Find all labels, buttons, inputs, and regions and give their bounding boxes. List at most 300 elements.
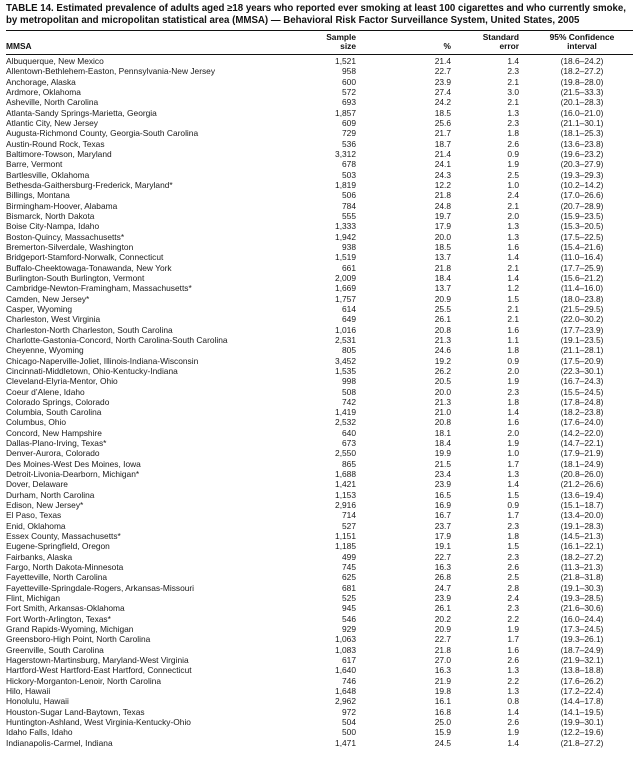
confidence-interval-cell: (17.3–24.5) [560,624,604,635]
percent-cell: 24.6 [434,345,451,356]
mmsa-cell: Hickory-Morganton-Lenoir, North Carolina [6,675,162,686]
mmsa-cell: Barre, Vermont [6,159,63,170]
column-header-standard-error-line1: Standard [482,31,519,42]
column-header-confidence-interval-line1: 95% Confidence [549,31,615,42]
confidence-interval-cell: (17.6–24.0) [560,417,604,428]
percent-cell: 21.8 [434,190,451,201]
mmsa-cell: Coeur d’Alene, Idaho [6,386,85,397]
confidence-interval-cell: (11.0–16.4) [560,252,604,263]
mmsa-cell: Eugene-Springfield, Oregon [6,541,110,552]
confidence-interval-cell: (17.0–26.6) [560,190,604,201]
table-row [6,490,633,500]
standard-error-cell: 1.3 [507,665,519,676]
percent-cell: 17.9 [434,531,451,542]
table-row [6,572,633,582]
table-row [6,118,633,128]
mmsa-cell: Essex County, Massachusetts* [6,531,121,542]
mmsa-cell: Columbus, Ohio [6,417,67,428]
table-row [6,325,633,335]
sample-size-cell: 929 [342,624,356,635]
standard-error-cell: 0.9 [507,148,519,159]
confidence-interval-cell: (13.6–19.4) [560,489,604,500]
percent-cell: 23.7 [434,520,451,531]
table-row [6,593,633,603]
table-row [6,417,633,427]
confidence-interval-cell: (16.1–22.1) [560,541,604,552]
percent-cell: 26.2 [434,365,451,376]
standard-error-cell: 2.0 [507,365,519,376]
standard-error-cell: 1.1 [507,334,519,345]
mmsa-cell: Fort Worth-Arlington, Texas* [6,613,111,624]
table-row [6,128,633,138]
percent-cell: 16.1 [434,696,451,707]
confidence-interval-cell: (18.1–25.3) [560,128,604,139]
table-row [6,510,633,520]
percent-cell: 16.7 [434,510,451,521]
confidence-interval-cell: (11.3–21.3) [560,562,604,573]
mmsa-cell: Austin-Round Rock, Texas [6,138,105,149]
table-row [6,242,633,252]
mmsa-cell: Bismarck, North Dakota [6,210,95,221]
column-header-standard-error [451,30,519,54]
header-row [6,30,633,54]
mmsa-cell: Fairbanks, Alaska [6,551,73,562]
percent-cell: 13.7 [434,252,451,263]
standard-error-cell: 1.5 [507,489,519,500]
table-row [6,345,633,355]
mmsa-cell: Flint, Michigan [6,593,60,604]
confidence-interval-cell: (19.3–26.1) [560,634,604,645]
standard-error-cell: 2.1 [507,303,519,314]
table-row [6,304,633,314]
percent-cell: 21.5 [434,458,451,469]
table-row [6,139,633,149]
sample-size-cell: 1,857 [335,107,356,118]
table-row [6,717,633,727]
percent-cell: 26.1 [434,314,451,325]
standard-error-cell: 1.6 [507,241,519,252]
standard-error-cell: 1.3 [507,107,519,118]
sample-size-cell: 998 [342,376,356,387]
sample-size-cell: 614 [342,303,356,314]
percent-cell: 21.3 [434,334,451,345]
mmsa-cell: Idaho Falls, Idaho [6,727,73,738]
sample-size-cell: 1,151 [335,531,356,542]
sample-size-cell: 1,688 [335,469,356,480]
table-row [6,263,633,273]
percent-cell: 16.3 [434,562,451,573]
confidence-interval-cell: (13.4–20.0) [560,510,604,521]
percent-cell: 26.1 [434,603,451,614]
standard-error-cell: 1.0 [507,448,519,459]
column-header-sample-size-line1: Sample [326,31,356,42]
sample-size-cell: 527 [342,520,356,531]
confidence-interval-cell: (17.6–26.2) [560,675,604,686]
confidence-interval-cell: (19.3–29.3) [560,169,604,180]
table-row [6,170,633,180]
percent-cell: 21.7 [434,128,451,139]
standard-error-cell: 2.3 [507,551,519,562]
percent-cell: 27.4 [434,86,451,97]
percent-cell: 21.8 [434,644,451,655]
sample-size-cell: 1,519 [335,252,356,263]
standard-error-cell: 1.4 [507,272,519,283]
sample-size-cell: 504 [342,717,356,727]
sample-size-cell: 2,532 [335,417,356,428]
table-row [6,294,633,304]
sample-size-cell: 865 [342,458,356,469]
mmsa-cell: Fargo, North Dakota-Minnesota [6,562,124,573]
mmsa-cell: Honolulu, Hawaii [6,696,69,707]
table-row [6,469,633,479]
confidence-interval-cell: (15.4–21.6) [560,241,604,252]
percent-cell: 21.3 [434,396,451,407]
mmsa-cell: Burlington-South Burlington, Vermont [6,272,145,283]
sample-size-cell: 746 [342,675,356,686]
table-row [6,479,633,489]
mmsa-cell: Charleston, West Virginia [6,314,101,325]
confidence-interval-cell: (22.0–30.2) [560,314,604,325]
table-row [6,66,633,76]
table-row [6,583,633,593]
table-row [6,459,633,469]
mmsa-cell: Huntington-Ashland, West Virginia-Kentucky-Ohio [6,717,191,727]
mmsa-cell: Bremerton-Silverdale, Washington [6,241,134,252]
percent-cell: 17.9 [434,221,451,232]
standard-error-cell: 2.4 [507,190,519,201]
sample-size-cell: 1,669 [335,283,356,294]
percent-cell: 23.4 [434,469,451,480]
sample-size-cell: 745 [342,562,356,573]
sample-size-cell: 1,185 [335,541,356,552]
confidence-interval-cell: (19.6–23.2) [560,148,604,159]
confidence-interval-cell: (20.3–27.9) [560,159,604,170]
percent-cell: 18.5 [434,107,451,118]
sample-size-cell: 1,471 [335,737,356,748]
percent-cell: 16.3 [434,665,451,676]
confidence-interval-cell: (21.8–27.2) [560,737,604,748]
confidence-interval-cell: (15.6–21.2) [560,272,604,283]
standard-error-cell: 1.4 [507,407,519,418]
confidence-interval-cell: (18.6–24.2) [560,56,604,66]
table-row [6,634,633,644]
percent-cell: 27.0 [434,655,451,666]
table-row [6,686,633,696]
sample-size-cell: 500 [342,727,356,738]
standard-error-cell: 1.9 [507,624,519,635]
mmsa-cell: Fayetteville, North Carolina [6,572,108,583]
sample-size-cell: 1,016 [335,324,356,335]
column-header-sample-size-line2: size [340,41,356,52]
percent-cell: 24.1 [434,159,451,170]
confidence-interval-cell: (15.5–24.5) [560,386,604,397]
standard-error-cell: 1.3 [507,469,519,480]
table-row [6,407,633,417]
column-header-percent: % [443,41,451,52]
table-row [6,273,633,283]
percent-cell: 15.9 [434,727,451,738]
confidence-interval-cell: (17.2–22.4) [560,686,604,697]
sample-size-cell: 1,083 [335,644,356,655]
mmsa-cell: Fort Smith, Arkansas-Oklahoma [6,603,125,614]
percent-cell: 24.8 [434,200,451,211]
confidence-interval-cell: (14.7–22.1) [560,438,604,449]
sample-size-cell: 1,063 [335,634,356,645]
confidence-interval-cell: (18.7–24.9) [560,644,604,655]
confidence-interval-cell: (13.6–23.8) [560,138,604,149]
column-header-confidence-interval [519,30,633,54]
percent-cell: 19.7 [434,210,451,221]
table-row [6,676,633,686]
table-body [6,55,633,748]
confidence-interval-cell: (14.2–22.0) [560,427,604,438]
percent-cell: 20.8 [434,324,451,335]
percent-cell: 16.9 [434,500,451,511]
sample-size-cell: 2,916 [335,500,356,511]
standard-error-cell: 1.4 [507,56,519,66]
standard-error-cell: 2.1 [507,97,519,108]
standard-error-cell: 2.6 [507,138,519,149]
confidence-interval-cell: (16.0–24.4) [560,613,604,624]
standard-error-cell: 2.3 [507,603,519,614]
standard-error-cell: 1.4 [507,252,519,263]
mmsa-cell: Fayetteville-Springdale-Rogers, Arkansas-Missouri [6,582,195,593]
percent-cell: 18.5 [434,241,451,252]
confidence-interval-cell: (18.2–27.2) [560,66,604,77]
mmsa-cell: Enid, Oklahoma [6,520,66,531]
sample-size-cell: 3,452 [335,355,356,366]
confidence-interval-cell: (21.5–33.3) [560,86,604,97]
standard-error-cell: 1.9 [507,159,519,170]
percent-cell: 24.5 [434,737,451,748]
confidence-interval-cell: (21.1–28.1) [560,345,604,356]
table-row [6,665,633,675]
table-row [6,541,633,551]
percent-cell: 18.4 [434,272,451,283]
table-row [6,531,633,541]
table-row [6,314,633,324]
confidence-interval-cell: (15.1–18.7) [560,500,604,511]
table-header [6,30,633,54]
mmsa-cell: Dover, Delaware [6,479,68,490]
percent-cell: 12.2 [434,179,451,190]
standard-error-cell: 1.0 [507,179,519,190]
mmsa-cell: Boston-Quincy, Massachusetts* [6,231,125,242]
sample-size-cell: 2,962 [335,696,356,707]
percent-cell: 20.9 [434,624,451,635]
percent-cell: 19.1 [434,541,451,552]
percent-cell: 19.9 [434,448,451,459]
standard-error-cell: 2.1 [507,262,519,273]
mmsa-cell: Baltimore-Towson, Maryland [6,148,112,159]
confidence-interval-cell: (17.7–23.9) [560,324,604,335]
percent-cell: 22.7 [434,634,451,645]
confidence-interval-cell: (20.7–28.9) [560,200,604,211]
standard-error-cell: 1.9 [507,727,519,738]
percent-cell: 22.7 [434,551,451,562]
percent-cell: 13.7 [434,283,451,294]
standard-error-cell: 1.5 [507,293,519,304]
standard-error-cell: 2.6 [507,655,519,666]
sample-size-cell: 661 [342,262,356,273]
table-row [6,387,633,397]
sample-size-cell: 1,521 [335,56,356,66]
percent-cell: 20.9 [434,293,451,304]
standard-error-cell: 2.3 [507,386,519,397]
confidence-interval-cell: (19.3–28.5) [560,593,604,604]
standard-error-cell: 2.1 [507,76,519,87]
standard-error-cell: 1.8 [507,345,519,356]
standard-error-cell: 1.6 [507,324,519,335]
standard-error-cell: 2.3 [507,117,519,128]
table-row [6,97,633,107]
standard-error-cell: 2.2 [507,675,519,686]
sample-size-cell: 1,421 [335,479,356,490]
percent-cell: 18.7 [434,138,451,149]
confidence-interval-cell: (21.6–30.6) [560,603,604,614]
table-row [6,149,633,159]
percent-cell: 16.8 [434,706,451,717]
mmsa-cell: Charleston-North Charleston, South Carolina [6,324,173,335]
confidence-interval-cell: (21.9–32.1) [560,655,604,666]
standard-error-cell: 1.6 [507,417,519,428]
mmsa-cell: Casper, Wyoming [6,303,73,314]
mmsa-cell: Birmingham-Hoover, Alabama [6,200,118,211]
table-row [6,55,633,67]
sample-size-cell: 938 [342,241,356,252]
standard-error-cell: 1.7 [507,458,519,469]
mmsa-cell: Grand Rapids-Wyoming, Michigan [6,624,134,635]
confidence-interval-cell: (21.8–31.8) [560,572,604,583]
standard-error-cell: 1.5 [507,541,519,552]
sample-size-cell: 572 [342,86,356,97]
confidence-interval-cell: (19.1–23.5) [560,334,604,345]
mmsa-cell: Billings, Montana [6,190,70,201]
sample-size-cell: 499 [342,551,356,562]
percent-cell: 19.2 [434,355,451,366]
percent-cell: 18.4 [434,438,451,449]
sample-size-cell: 617 [342,655,356,666]
mmsa-cell: Atlanta-Sandy Springs-Marietta, Georgia [6,107,157,118]
table-row [6,707,633,717]
percent-cell: 26.8 [434,572,451,583]
percent-cell: 21.0 [434,407,451,418]
table-row [6,614,633,624]
percent-cell: 21.4 [434,148,451,159]
mmsa-cell: Indianapolis-Carmel, Indiana [6,737,113,748]
table-row [6,180,633,190]
mmsa-cell: Hagerstown-Martinsburg, Maryland-West Virginia [6,655,189,666]
sample-size-cell: 625 [342,572,356,583]
confidence-interval-cell: (16.7–24.3) [560,376,604,387]
mmsa-cell: Edison, New Jersey* [6,500,84,511]
table-row [6,201,633,211]
mmsa-cell: Bridgeport-Stamford-Norwalk, Connecticut [6,252,164,263]
confidence-interval-cell: (11.4–16.0) [560,283,604,294]
percent-cell: 21.8 [434,262,451,273]
sample-size-cell: 681 [342,582,356,593]
mmsa-cell: Cheyenne, Wyoming [6,345,84,356]
percent-cell: 18.1 [434,427,451,438]
percent-cell: 24.7 [434,582,451,593]
standard-error-cell: 2.6 [507,562,519,573]
table-row [6,159,633,169]
standard-error-cell: 2.0 [507,210,519,221]
confidence-interval-cell: (21.1–30.1) [560,117,604,128]
confidence-interval-cell: (19.1–30.3) [560,582,604,593]
sample-size-cell: 546 [342,613,356,624]
sample-size-cell: 678 [342,159,356,170]
sample-size-cell: 945 [342,603,356,614]
confidence-interval-cell: (13.8–18.8) [560,665,604,676]
table-title: TABLE 14. Estimated prevalence of adults aged ≥18 years who reported ever smoking at least 100 cigarettes and who currently smoke, by metropolitan and micropolitan statistical area (MMSA) — Behavioral Risk Factor Surveillance System, United States, 2005 [6,3,626,26]
sample-size-cell: 784 [342,200,356,211]
sample-size-cell: 1,819 [335,179,356,190]
sample-size-cell: 1,942 [335,231,356,242]
standard-error-cell: 2.3 [507,520,519,531]
table-row [6,211,633,221]
sample-size-cell: 2,550 [335,448,356,459]
percent-cell: 23.9 [434,76,451,87]
confidence-interval-cell: (21.5–29.5) [560,303,604,314]
table-row [6,252,633,262]
mmsa-cell: Houston-Sugar Land-Baytown, Texas [6,706,145,717]
percent-cell: 22.7 [434,66,451,77]
table-row [6,727,633,737]
sample-size-cell: 958 [342,66,356,77]
column-header-mmsa: MMSA [6,41,32,52]
standard-error-cell: 2.5 [507,169,519,180]
sample-size-cell: 714 [342,510,356,521]
confidence-interval-cell: (19.8–28.0) [560,76,604,87]
mmsa-cell: Columbia, South Carolina [6,407,102,418]
column-header-standard-error-line2: error [499,41,519,52]
confidence-interval-cell: (17.5–20.9) [560,355,604,366]
mmsa-cell: Des Moines-West Des Moines, Iowa [6,458,141,469]
mmsa-cell: Asheville, North Carolina [6,97,99,108]
sample-size-cell: 2,009 [335,272,356,283]
table-row [6,655,633,665]
mmsa-cell: Bartlesville, Oklahoma [6,169,90,180]
mmsa-cell: Atlantic City, New Jersey [6,117,98,128]
standard-error-cell: 1.7 [507,510,519,521]
confidence-interval-cell: (15.3–20.5) [560,221,604,232]
table-row [6,645,633,655]
mmsa-cell: Concord, New Hampshire [6,427,102,438]
mmsa-cell: Albuquerque, New Mexico [6,56,104,66]
table-row [6,356,633,366]
percent-cell: 21.9 [434,675,451,686]
sample-size-cell: 742 [342,396,356,407]
confidence-interval-cell: (18.2–23.8) [560,407,604,418]
confidence-interval-cell: (19.9–30.1) [560,717,604,727]
confidence-interval-cell: (18.2–27.2) [560,551,604,562]
table-row [6,562,633,572]
table-row [6,335,633,345]
sample-size-cell: 1,640 [335,665,356,676]
mmsa-cell: Durham, North Carolina [6,489,95,500]
percent-cell: 23.9 [434,593,451,604]
table-row [6,552,633,562]
confidence-interval-cell: (12.2–19.6) [560,727,604,738]
table-row [6,738,633,748]
column-header-sample-size [286,30,356,54]
standard-error-cell: 2.4 [507,593,519,604]
standard-error-cell: 1.8 [507,128,519,139]
percent-cell: 16.5 [434,489,451,500]
percent-cell: 24.3 [434,169,451,180]
table-row [6,190,633,200]
